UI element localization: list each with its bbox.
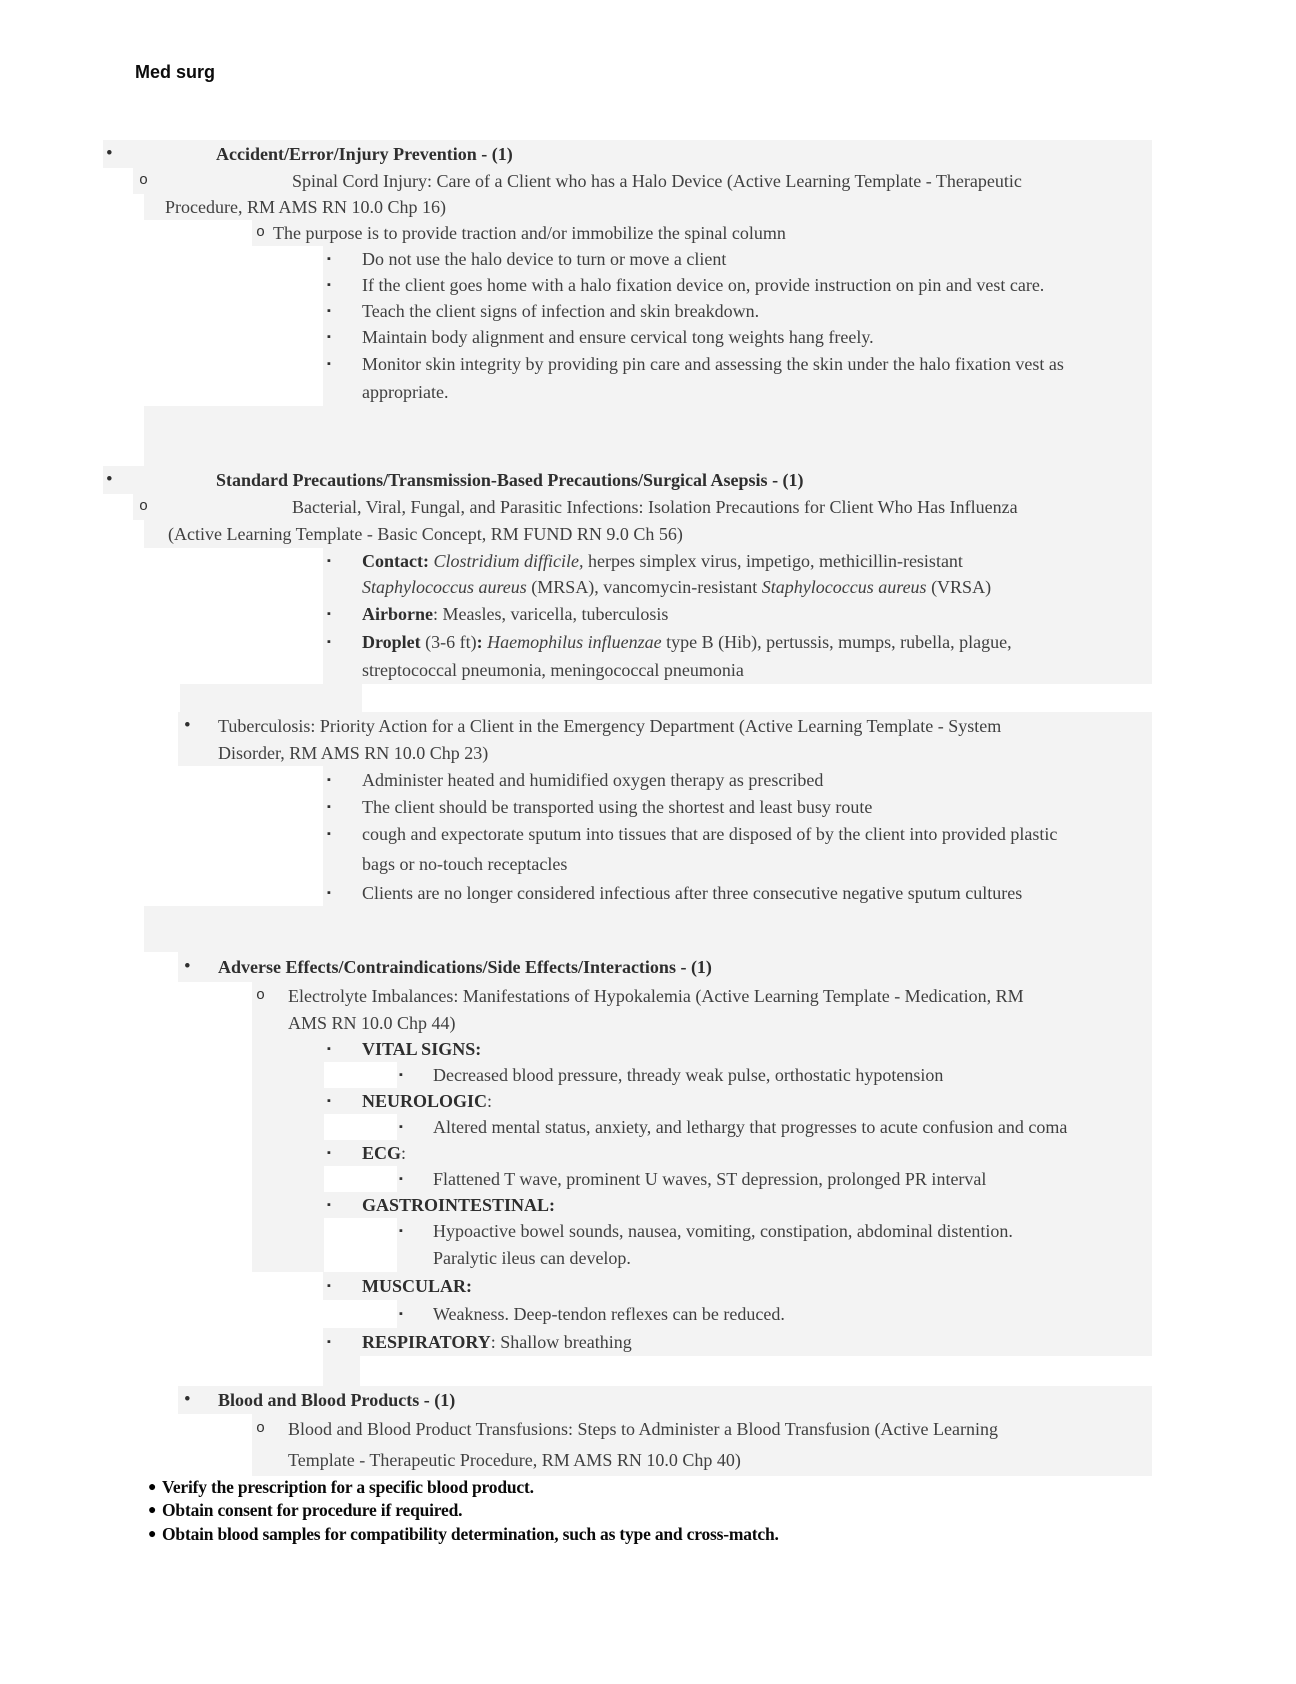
filled-dot-bullet-icon: ● [148, 1503, 157, 1518]
text-run: Blood and Blood Products - (1) [218, 1390, 456, 1410]
text-run: Weakness. Deep-tendon reflexes can be reduced. [433, 1304, 785, 1324]
text-run: Decreased blood pressure, thready weak pulse, orthostatic hypotension [433, 1065, 944, 1085]
text-run: Airborne [362, 604, 433, 624]
text-run: MUSCULAR: [362, 1276, 472, 1296]
text-run: Standard Precautions/Transmission-Based Precautions/Surgical Asepsis - (1) [216, 470, 804, 490]
square-bullet-icon: ▪ [327, 358, 331, 370]
circle-bullet-icon: o [139, 498, 149, 515]
doc-line [0, 1522, 1296, 1547]
text-run: herpes simplex virus, impetigo, methicillin-resistant [583, 551, 963, 571]
doc-line [0, 272, 1296, 298]
text-run: (Active Learning Template - Basic Concept, RM FUND RN 9.0 Ch 56) [168, 524, 683, 544]
doc-line [0, 1356, 1296, 1386]
doc-line [0, 712, 1296, 740]
doc-line-text [218, 712, 1001, 740]
text-run: (3-6 ft) [420, 632, 477, 652]
doc-line [0, 378, 1296, 406]
doc-line-text [362, 272, 1044, 298]
text-run: Blood and Blood Product Transfusions: Steps to Administer a Blood Transfusion (Active Learning [288, 1419, 998, 1439]
doc-line [0, 574, 1296, 600]
square-bullet-icon: ▪ [327, 887, 331, 899]
doc-line-text [216, 466, 804, 494]
square-bullet-icon: ▪ [327, 1095, 331, 1107]
doc-line-text [168, 520, 683, 548]
doc-line-text [433, 1244, 631, 1272]
doc-line [0, 466, 1296, 494]
document-body [0, 140, 1296, 1547]
text-run: Procedure, RM AMS RN 10.0 Chp 16) [165, 197, 447, 217]
text-run: cough and expectorate sputum into tissues that are disposed of by the client into provided plastic [362, 824, 1058, 844]
round-bullet-icon: • [106, 469, 113, 490]
text-run: Monitor skin integrity by providing pin care and assessing the skin under the halo fixation vest as [362, 354, 1064, 374]
text-run: RESPIRATORY [362, 1332, 491, 1352]
square-bullet-icon: ▪ [399, 1308, 403, 1320]
doc-line-text [218, 952, 712, 982]
square-bullet-icon: ▪ [327, 555, 331, 567]
square-bullet-icon: ▪ [327, 801, 331, 813]
doc-line-text [362, 848, 567, 880]
doc-line-text [362, 378, 448, 406]
text-run: GASTROINTESTINAL: [362, 1195, 556, 1215]
square-bullet-icon: ▪ [399, 1069, 403, 1081]
text-run: Spinal Cord Injury: Care of a Client who has a Halo Device (Active Learning Template - Therapeutic [292, 171, 1022, 191]
doc-line-text [218, 740, 488, 766]
text-run: Administer heated and humidified oxygen therapy as prescribed [362, 770, 824, 790]
text-run: streptococcal pneumonia, meningococcal pneumonia [362, 660, 744, 680]
doc-line-text [362, 880, 1022, 906]
doc-line-text [362, 1272, 472, 1300]
doc-line-text [162, 1522, 779, 1547]
doc-line [0, 740, 1296, 766]
text-run: : Shallow breathing [490, 1332, 632, 1352]
doc-line [0, 1218, 1296, 1244]
text-run: Obtain consent for procedure if required. [162, 1500, 463, 1520]
text-run: Paralytic ileus can develop. [433, 1248, 631, 1268]
square-bullet-icon: ▪ [327, 305, 331, 317]
filled-dot-bullet-icon: ● [148, 1527, 157, 1542]
doc-line-text [433, 1114, 1067, 1140]
text-run: : [476, 632, 488, 652]
doc-line-text [288, 1414, 998, 1444]
doc-line [0, 1272, 1296, 1300]
text-run: (MRSA), vancomycin-resistant [526, 577, 762, 597]
filled-dot-bullet-icon: ● [148, 1480, 157, 1495]
doc-line [0, 298, 1296, 324]
text-run: : [487, 1091, 493, 1111]
doc-line-text [362, 1140, 406, 1166]
doc-line-text [162, 1476, 534, 1499]
square-bullet-icon: ▪ [399, 1225, 403, 1237]
doc-line-text [288, 982, 1024, 1010]
square-bullet-icon: ▪ [327, 774, 331, 786]
circle-bullet-icon: o [256, 1420, 266, 1437]
text-run: Staphylococcus aureus [362, 577, 527, 597]
text-run: ECG [362, 1143, 402, 1163]
doc-line [0, 766, 1296, 794]
doc-line [0, 1010, 1296, 1036]
text-highlight [144, 406, 1152, 466]
doc-line [0, 1244, 1296, 1272]
text-run: Altered mental status, anxiety, and lethargy that progresses to acute confusion and coma [433, 1117, 1068, 1137]
doc-line [0, 1499, 1296, 1522]
doc-line-text [362, 794, 872, 820]
text-run: Bacterial, Viral, Fungal, and Parasitic Infections: Isolation Precautions for Client Who Has Influenza [292, 497, 1018, 517]
text-run: Haemophilus influenzae [487, 632, 662, 652]
doc-line-text [362, 246, 726, 272]
square-bullet-icon: ▪ [327, 608, 331, 620]
text-run: Clients are no longer considered infectious after three consecutive negative sputum cultures [362, 883, 1023, 903]
doc-line [0, 350, 1296, 378]
square-bullet-icon: ▪ [399, 1173, 403, 1185]
doc-line-text [362, 600, 668, 628]
doc-line [0, 1114, 1296, 1140]
doc-line [0, 246, 1296, 272]
doc-line [0, 906, 1296, 952]
text-run: VITAL SIGNS: [362, 1039, 482, 1059]
text-highlight [180, 684, 362, 712]
doc-line [0, 1444, 1296, 1476]
doc-line [0, 1386, 1296, 1414]
text-run: : Measles, varicella, tuberculosis [433, 604, 669, 624]
doc-line-text [362, 656, 744, 684]
round-bullet-icon: • [184, 715, 191, 736]
doc-line-text [362, 350, 1064, 378]
text-run: The client should be transported using the shortest and least busy route [362, 797, 873, 817]
text-run: type B (Hib), pertussis, mumps, rubella, plague, [661, 632, 1012, 652]
doc-line [0, 794, 1296, 820]
doc-line-text [362, 548, 963, 574]
doc-line [0, 194, 1296, 220]
square-bullet-icon: ▪ [327, 1043, 331, 1055]
text-run: Do not use the halo device to turn or move a client [362, 249, 727, 269]
text-run: Adverse Effects/Contraindications/Side Effects/Interactions - (1) [218, 957, 712, 977]
doc-line [0, 1414, 1296, 1444]
doc-line-text [362, 1088, 492, 1114]
text-run: Maintain body alignment and ensure cervical tong weights hang freely. [362, 327, 874, 347]
square-bullet-icon: ▪ [327, 279, 331, 291]
text-highlight [144, 906, 1152, 952]
doc-line-text [288, 1010, 456, 1036]
text-run: The purpose is to provide traction and/or immobilize the spinal column [273, 223, 786, 243]
text-run: appropriate. [362, 382, 449, 402]
doc-line-text [362, 1192, 555, 1218]
doc-line [0, 168, 1296, 194]
text-run: : [401, 1143, 407, 1163]
text-run: Flattened T wave, prominent U waves, ST depression, prolonged PR interval [433, 1169, 987, 1189]
text-run: Droplet [362, 632, 421, 652]
doc-line-text [162, 1499, 462, 1522]
doc-line [0, 140, 1296, 168]
doc-line-text [362, 628, 1012, 656]
text-run: Obtain blood samples for compatibility determination, such as type and cross-match. [162, 1524, 779, 1544]
doc-line [0, 1166, 1296, 1192]
doc-line-text [433, 1062, 943, 1088]
doc-line [0, 952, 1296, 982]
doc-line [0, 494, 1296, 520]
doc-line [0, 820, 1296, 848]
circle-bullet-icon: o [256, 224, 266, 241]
square-bullet-icon: ▪ [327, 636, 331, 648]
doc-line [0, 1062, 1296, 1088]
doc-line-text [362, 820, 1057, 848]
doc-line [0, 1140, 1296, 1166]
doc-line-text [362, 298, 759, 324]
text-run: Electrolyte Imbalances: Manifestations of Hypokalemia (Active Learning Template - Medication, RM [288, 986, 1024, 1006]
text-run: Teach the client signs of infection and skin breakdown. [362, 301, 760, 321]
square-bullet-icon: ▪ [327, 1280, 331, 1292]
doc-line [0, 628, 1296, 656]
doc-line-text [362, 324, 874, 350]
doc-line-text [362, 1036, 481, 1062]
square-bullet-icon: ▪ [399, 1121, 403, 1133]
text-run: Contact: [362, 551, 434, 571]
text-run: Accident/Error/Injury Prevention - (1) [216, 144, 513, 164]
doc-line [0, 324, 1296, 350]
doc-line-text [288, 1444, 741, 1476]
doc-line [0, 1192, 1296, 1218]
square-bullet-icon: ▪ [327, 1147, 331, 1159]
text-highlight [252, 1166, 324, 1192]
square-bullet-icon: ▪ [327, 828, 331, 840]
doc-line [0, 1036, 1296, 1062]
text-run: (VRSA) [926, 577, 992, 597]
doc-line [0, 220, 1296, 246]
doc-line [0, 406, 1296, 466]
doc-line [0, 600, 1296, 628]
text-run: If the client goes home with a halo fixation device on, provide instruction on pin and vest care. [362, 275, 1045, 295]
text-run: Disorder, RM AMS RN 10.0 Chp 23) [218, 743, 489, 763]
square-bullet-icon: ▪ [327, 1199, 331, 1211]
text-highlight [252, 1218, 324, 1244]
doc-line-text [292, 494, 1018, 520]
doc-line-text [433, 1166, 986, 1192]
doc-line [0, 520, 1296, 548]
text-run: Staphylococcus aureus [761, 577, 927, 597]
text-highlight [252, 1244, 324, 1272]
text-highlight [323, 1356, 360, 1386]
doc-line-text [433, 1218, 1013, 1244]
round-bullet-icon: • [184, 956, 191, 977]
doc-line [0, 1328, 1296, 1356]
doc-line-text [218, 1386, 455, 1414]
doc-line [0, 1088, 1296, 1114]
doc-line [0, 548, 1296, 574]
doc-line [0, 880, 1296, 906]
doc-line-text [433, 1300, 785, 1328]
doc-line [0, 1476, 1296, 1499]
text-run: Clostridium difficile, [433, 551, 584, 571]
text-run: NEUROLOGIC [362, 1091, 488, 1111]
round-bullet-icon: • [184, 1389, 191, 1410]
text-run: bags or no-touch receptacles [362, 854, 568, 874]
doc-line [0, 848, 1296, 880]
doc-line [0, 684, 1296, 712]
doc-line [0, 982, 1296, 1010]
square-bullet-icon: ▪ [327, 331, 331, 343]
round-bullet-icon: • [106, 143, 113, 164]
square-bullet-icon: ▪ [327, 253, 331, 265]
doc-line [0, 1300, 1296, 1328]
doc-line-text [216, 140, 513, 168]
circle-bullet-icon: o [139, 172, 149, 189]
doc-line-text [362, 766, 823, 794]
text-run: Verify the prescription for a specific blood product. [162, 1477, 534, 1497]
text-highlight [252, 1114, 324, 1140]
text-run: Hypoactive bowel sounds, nausea, vomiting, constipation, abdominal distention. [433, 1221, 1013, 1241]
doc-line-text [362, 1328, 632, 1356]
text-run: Tuberculosis: Priority Action for a Client in the Emergency Department (Active Learning Template - System [218, 716, 1002, 736]
circle-bullet-icon: o [256, 987, 266, 1004]
doc-line [0, 656, 1296, 684]
page-title: Med surg [135, 62, 216, 82]
doc-line-text [362, 574, 991, 600]
doc-line-text [273, 220, 786, 246]
text-highlight [252, 1062, 324, 1088]
doc-line-text [292, 168, 1022, 194]
text-run: Template - Therapeutic Procedure, RM AMS RN 10.0 Chp 40) [288, 1450, 741, 1470]
text-run: AMS RN 10.0 Chp 44) [288, 1013, 456, 1033]
doc-line-text [165, 194, 446, 220]
square-bullet-icon: ▪ [327, 1336, 331, 1348]
